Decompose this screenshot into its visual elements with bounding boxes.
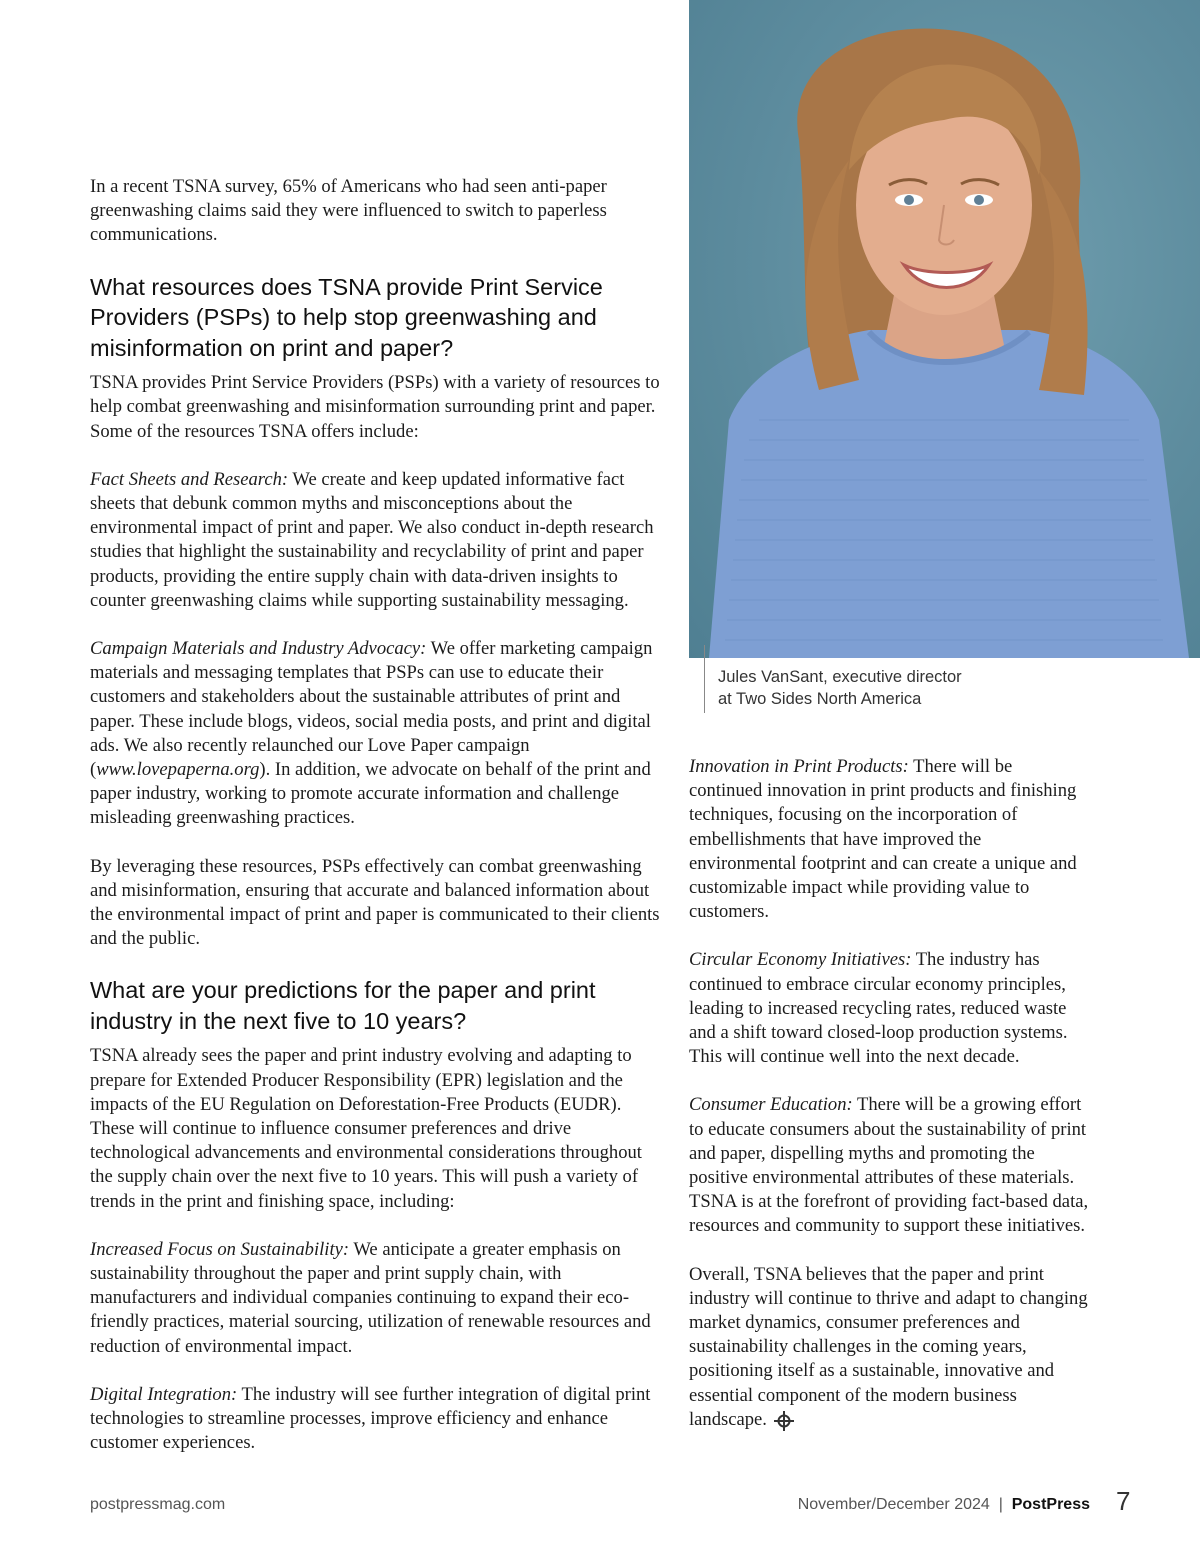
circular-paragraph bbox=[689, 948, 1089, 1069]
right-iris bbox=[974, 195, 984, 205]
shirt bbox=[709, 330, 1189, 658]
caption-line-2: at Two Sides North America bbox=[718, 689, 922, 708]
fact-sheets-label: Fact Sheets and Research: bbox=[90, 468, 289, 490]
portrait-illustration bbox=[689, 0, 1200, 658]
sustainability-paragraph bbox=[90, 1238, 665, 1359]
love-paper-link[interactable]: www.lovepaperna.org bbox=[96, 758, 260, 780]
overall-text: Overall, TSNA believes that the paper and print industry will continue to thrive and adapt to changing market dynamics, consumer preferences and sustainability challenges in the coming years, positioning itself as a sustainable, innovative and essential component of the modern business landscape. bbox=[689, 1263, 1088, 1430]
campaign-label: Campaign Materials and Industry Advocacy: bbox=[90, 637, 427, 659]
left-iris bbox=[904, 195, 914, 205]
left-column bbox=[90, 175, 665, 1479]
campaign-paragraph bbox=[90, 637, 665, 831]
right-column bbox=[689, 755, 1089, 1456]
question-predictions: What are your predictions for the paper and print industry in the next five to 10 years? bbox=[90, 977, 596, 1034]
consumer-paragraph bbox=[689, 1093, 1089, 1238]
circular-text: The industry has continued to embrace circular economy principles, leading to increased recycling rates, reduced waste and a shift toward closed-loop production systems. This will continue well into the next decade. bbox=[689, 949, 1068, 1068]
footer-site[interactable]: postpressmag.com bbox=[90, 1496, 226, 1513]
innovation-paragraph bbox=[689, 755, 1089, 924]
question-resources: What resources does TSNA provide Print Service Providers (PSPs) to help stop greenwashing and misinformation on print and paper? bbox=[90, 273, 603, 361]
footer-issue-date: November/December 2024 bbox=[797, 1496, 990, 1513]
leverage-paragraph: By leveraging these resources, PSPs effectively can combat greenwashing and misinformation, ensuring that accurate and balanced information about the environmental impact of print and paper is communicated to their clients and the public. bbox=[90, 855, 660, 950]
campaign-text-a: We offer marketing campaign materials and messaging templates that PSPs can use to educate their customers and stakeholders about the sustainable attributes of print and paper. These include blogs, videos, social media posts, and print and digital ads. We also recently relaunched our Love Paper campaign ( bbox=[90, 637, 653, 780]
footer-issue bbox=[798, 1496, 1090, 1514]
footer-separator: | bbox=[998, 1496, 1003, 1513]
campaign-text-b: ). In addition, we advocate on behalf of the print and paper industry, working to promote accurate information and challenge misleading greenwashing practices. bbox=[90, 758, 651, 829]
digital-label: Digital Integration: bbox=[90, 1383, 238, 1405]
caption-line-1: Jules VanSant, executive director bbox=[718, 668, 962, 686]
fact-sheets-text: We create and keep updated informative fact sheets that debunk common myths and misconceptions about the environmental impact of print and paper. We also conduct in-depth research studies that highlight the sustainability and recyclability of print and paper products, providing the entire supply chain with data-driven insights to counter greenwashing claims while supporting sustainability messaging. bbox=[90, 468, 654, 611]
footer-magazine: PostPress bbox=[1011, 1496, 1090, 1513]
innovation-text: There will be continued innovation in print products and finishing techniques, focusing on the incorporation of embellishments that have improved the environmental footprint and can create a unique and customizable impact while providing value to customers. bbox=[689, 756, 1077, 923]
photo-caption bbox=[718, 667, 1118, 710]
circular-label: Circular Economy Initiatives: bbox=[689, 949, 912, 971]
consumer-label: Consumer Education: bbox=[689, 1094, 853, 1116]
portrait-photo bbox=[689, 0, 1200, 658]
digital-paragraph bbox=[90, 1383, 665, 1456]
survey-paragraph: In a recent TSNA survey, 65% of Americans who had seen anti-paper greenwashing claims said they were influenced to switch to paperless communications. bbox=[90, 176, 607, 246]
end-mark-icon bbox=[773, 1410, 795, 1432]
consumer-text: There will be a growing effort to educate consumers about the sustainability of print and paper, dispelling myths and promoting the positive environmental attributes of these materials. TSNA is at the forefront of providing fact-based data, resources and community to support these initiatives. bbox=[689, 1094, 1089, 1237]
sustainability-text: We anticipate a greater emphasis on sustainability throughout the paper and print supply chain, with manufacturers and individual companies continuing to expand their eco-friendly practices, material sourcing, utilization of renewable resources and reduction of environmental impact. bbox=[90, 1238, 651, 1357]
page-number: 7 bbox=[1116, 1486, 1131, 1516]
resources-intro: TSNA provides Print Service Providers (PSPs) with a variety of resources to help combat greenwashing and misinformation surrounding print and paper. Some of the resources TSNA offers include: bbox=[90, 372, 660, 442]
digital-text: The industry will see further integration of digital print technologies to streamline processes, improve efficiency and enhance customer experiences. bbox=[90, 1383, 651, 1454]
overall-paragraph bbox=[689, 1263, 1089, 1432]
fact-sheets-paragraph bbox=[90, 468, 665, 613]
sustainability-label: Increased Focus on Sustainability: bbox=[90, 1238, 350, 1260]
caption-rule bbox=[704, 645, 705, 713]
innovation-label: Innovation in Print Products: bbox=[689, 756, 909, 777]
predictions-intro: TSNA already sees the paper and print industry evolving and adapting to prepare for Extended Producer Responsibility (EPR) legislation and the impacts of the EU Regulation on Deforestation-Free Products (EUDR). These will continue to influence consumer preferences and drive technological advancements and environmental considerations throughout the supply chain over the next five to 10 years. This will push a variety of trends in the print and finishing space, including: bbox=[90, 1045, 642, 1212]
